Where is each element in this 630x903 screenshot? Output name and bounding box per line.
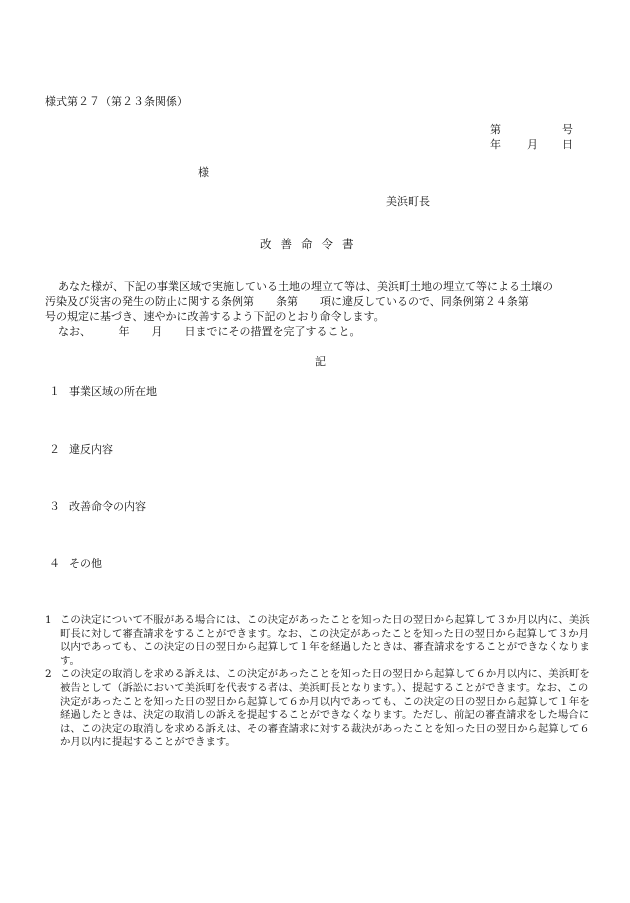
- body-line-3: 号の規定に基づき、速やかに改善するよう下記のとおり命令します。: [45, 310, 385, 323]
- issuer: 美浜町長: [386, 195, 430, 208]
- item-label: 違反内容: [69, 443, 113, 456]
- item-label: その他: [69, 557, 102, 570]
- notice-number: 1: [45, 614, 52, 626]
- form-number: 様式第２７（第２３条関係）: [45, 95, 188, 108]
- item-number: ２: [49, 443, 60, 456]
- item-label: 改善命令の内容: [69, 500, 146, 513]
- notice-item: [45, 668, 590, 750]
- notice-text: この決定の取消しを求める訴えは、この決定があったことを知った日の翌日から起算して６か月以内に、美浜町を被告として（訴訟において美浜町を代表する者は、美浜町長となります。）、提起することができます。なお、この決定があったことを知った日の翌日から起算して６か月以内であっても、この決定の日の翌日から起算して１年を経過したときは、決定の取消しの訴えを提起することができなくなります。ただし、前記の審査請求をした場合には、この決定の取消しを求める訴えは、その審査請求に対する裁決があったことを知った日の翌日から起算して６か月以内に提起することができます。: [60, 668, 590, 749]
- body-line-4: なお、 年 月 日までにその措置を完了すること。: [58, 325, 361, 338]
- document-number-suffix: 号: [562, 123, 573, 136]
- notice-block: [45, 614, 590, 750]
- document-number-prefix: 第: [490, 123, 501, 136]
- item-number: １: [49, 385, 60, 398]
- item-label: 事業区域の所在地: [69, 385, 157, 398]
- date-day: 日: [562, 138, 573, 151]
- item-number: ３: [49, 500, 60, 513]
- date-year: 年: [490, 138, 501, 151]
- body-line-1: あなた様が、下記の事業区域で実施している土地の埋立て等は、美浜町土地の埋立て等による土壌の: [58, 280, 553, 293]
- ki-heading: 記: [315, 355, 326, 368]
- item-number: ４: [49, 557, 60, 570]
- body-line-2: 汚染及び災害の発生の防止に関する条例第 条第 項に違反しているので、同条例第２４条第: [45, 295, 529, 308]
- notice-number: 2: [45, 668, 52, 681]
- document-title: 改善命令書: [260, 237, 363, 251]
- notice-text: この決定について不服がある場合には、この決定があったことを知った日の翌日から起算して３か月以内に、美浜町長に対して審査請求をすることができます。なお、この決定があったことを知った日の翌日から起算して３か月以内であっても、この決定の日の翌日から起算して１年を経過したときは、審査請求をすることができなくなります。: [60, 614, 590, 667]
- addressee-suffix: 様: [198, 166, 209, 179]
- date-month: 月: [527, 138, 538, 151]
- notice-item: [45, 614, 590, 668]
